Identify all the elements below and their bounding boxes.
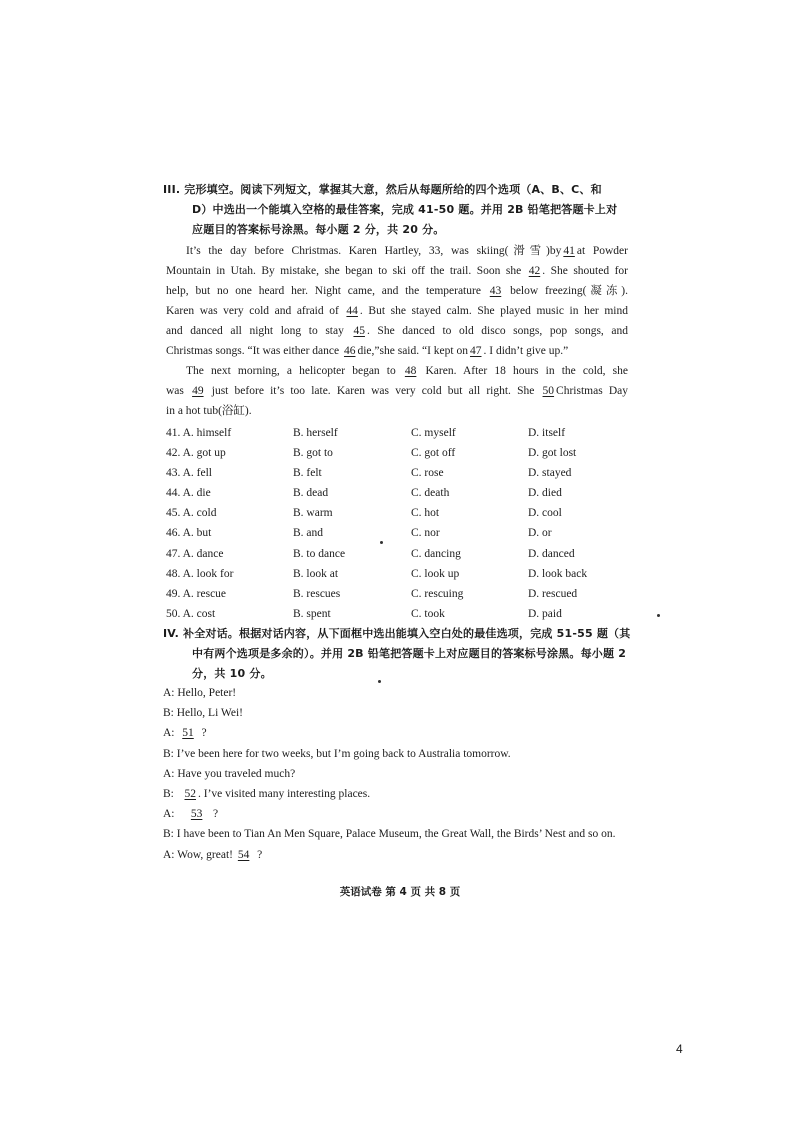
option-c: C. dancing [411,547,461,560]
option-a: 45. A. cold [166,507,217,520]
option-row-42 [166,443,636,463]
section-4-title-line: IV. 补全对话。根据对话内容，从下面框中选出能填入空白处的最佳选项，完成 51-55 题（其 [163,627,631,640]
cloze-options [166,423,636,624]
option-b: B. dead [293,487,329,500]
dialog-line: B: I’ve been here for two weeks, but I’m going back to Australia tomorrow. [163,747,511,760]
option-a: 42. A. got up [166,447,226,460]
option-b: B. to dance [293,547,346,560]
option-row-50 [166,604,636,624]
option-d: D. danced [528,547,575,560]
dialog-line: A: 53 ? [163,804,633,824]
option-a: 46. A. but [166,527,212,540]
option-a: 50. A. cost [166,607,216,620]
option-b: B. got to [293,447,333,460]
blank-45: 45 [353,325,365,337]
option-c: C. rose [411,467,444,480]
dialog-line: A: Have you traveled much? [163,767,296,780]
passage-line: Mountain in Utah. By mistake, she began to ski off the trail. Soon she 42 . She shouted for [166,261,628,281]
blank-41: 41 [563,245,575,257]
option-c: C. look up [411,567,460,580]
scan-speck [380,541,383,544]
blank-42: 42 [528,265,541,277]
blank-52: 52 [184,788,196,801]
dialog-line: B: 52 . I’ve visited many interesting places. [163,784,633,804]
dialog-line: B: I have been to Tian An Men Square, Palace Museum, the Great Wall, the Birds’ Nest and so on. [163,828,616,841]
option-b: B. herself [293,427,338,439]
option-row-41 [166,423,636,443]
option-b: B. felt [293,467,322,480]
blank-44: 44 [346,305,358,317]
option-d: D. cool [528,507,562,520]
option-b: B. rescues [293,587,341,600]
passage-line: It’s the day before Christmas. Karen Hartley, 33, was skiing(滑雪)by 41 at Powder [166,241,628,261]
page-number: 4 [676,1042,683,1056]
option-c: C. rescuing [411,587,464,600]
option-a: 43. A. fell [166,467,212,480]
section-3-instructions [163,180,633,240]
scan-speck [657,614,660,617]
dialog-line: B: Hello, Li Wei! [163,707,243,720]
option-a: 49. A. rescue [166,587,227,600]
passage-line: and danced all night long to stay 45 . She danced to old disco songs, pop songs, and [166,321,628,341]
option-b: B. and [293,527,324,540]
option-c: C. nor [411,527,440,540]
page-footer: 英语试卷 第 4 页 共 8 页 [339,886,461,898]
blank-49: 49 [192,385,204,397]
option-a: 44. A. die [166,487,211,500]
blank-53: 53 [190,808,203,821]
option-c: C. got off [411,447,456,460]
passage-line: help, but no one heard her. Night came, and the temperature 43 below freezing(凝冻). [166,281,628,301]
passage-line: was 49 just before it’s too late. Karen was very cold but all right. She 50 Christmas Day [166,381,628,401]
passage-line: in a hot tub(浴缸). [166,405,252,417]
option-a: 41. A. himself [166,427,232,439]
option-b: B. warm [293,507,333,520]
option-row-45 [166,503,636,523]
blank-47: 47 [469,345,482,357]
blank-48: 48 [404,365,417,377]
option-b: B. look at [293,567,339,580]
option-d: D. paid [528,607,562,620]
option-c: C. took [411,607,445,620]
option-row-48 [166,564,636,584]
option-a: 47. A. dance [166,547,224,560]
section-3-title-line: 应题目的答案标号涂黑。每小题 2 分，共 20 分。 [192,223,445,236]
blank-54: 54 [237,848,250,861]
passage-line: The next morning, a helicopter began to 48 Karen. After 18 hours in the cold, she [166,361,628,381]
scan-speck [378,680,381,683]
option-row-49 [166,584,636,604]
option-d: D. got lost [528,447,577,460]
passage-line: Karen was very cold and afraid of 44 . But she stayed calm. She played music in her mind [166,301,628,321]
option-a: 48. A. look for [166,567,234,580]
dialog-line: A: 51 ? [163,723,633,743]
section-4-title-line: 中有两个选项是多余的）。并用 2B 铅笔把答题卡上对应题目的答案标号涂黑。每小题 2 [192,647,627,660]
option-d: D. died [528,487,562,500]
option-row-44 [166,483,636,503]
option-b: B. spent [293,607,331,620]
blank-50: 50 [542,385,555,397]
option-row-46 [166,523,636,543]
dialog [163,683,633,865]
blank-43: 43 [489,285,502,297]
option-c: C. death [411,487,450,500]
dialog-line: A: Hello, Peter! [163,687,237,699]
option-d: D. stayed [528,467,572,480]
section-3-title-line: III. 完形填空。阅读下列短文，掌握其大意，然后从每题所给的四个选项（A、B、C、和 [163,183,602,196]
option-d: D. look back [528,567,588,580]
cloze-passage [166,241,628,421]
blank-46: 46 [343,345,356,357]
option-row-43 [166,463,636,483]
section-4-instructions [163,624,633,684]
option-d: D. rescued [528,587,578,600]
option-row-47 [166,544,636,564]
blank-51: 51 [182,727,194,740]
passage-line: Christmas songs. “It was either dance 46 die,”she said. “I kept on 47 . I didn’t give up.” [166,341,628,361]
option-d: D. or [528,527,552,540]
section-4-title-line: 分，共 10 分。 [192,667,272,680]
option-d: D. itself [528,427,566,439]
option-c: C. hot [411,507,440,520]
option-c: C. myself [411,427,456,439]
dialog-line: A: Wow, great! 54 ? [163,845,633,865]
section-3-title-line: D）中选出一个能填入空格的最佳答案，完成 41-50 题。并用 2B 铅笔把答题卡上对 [192,203,618,216]
